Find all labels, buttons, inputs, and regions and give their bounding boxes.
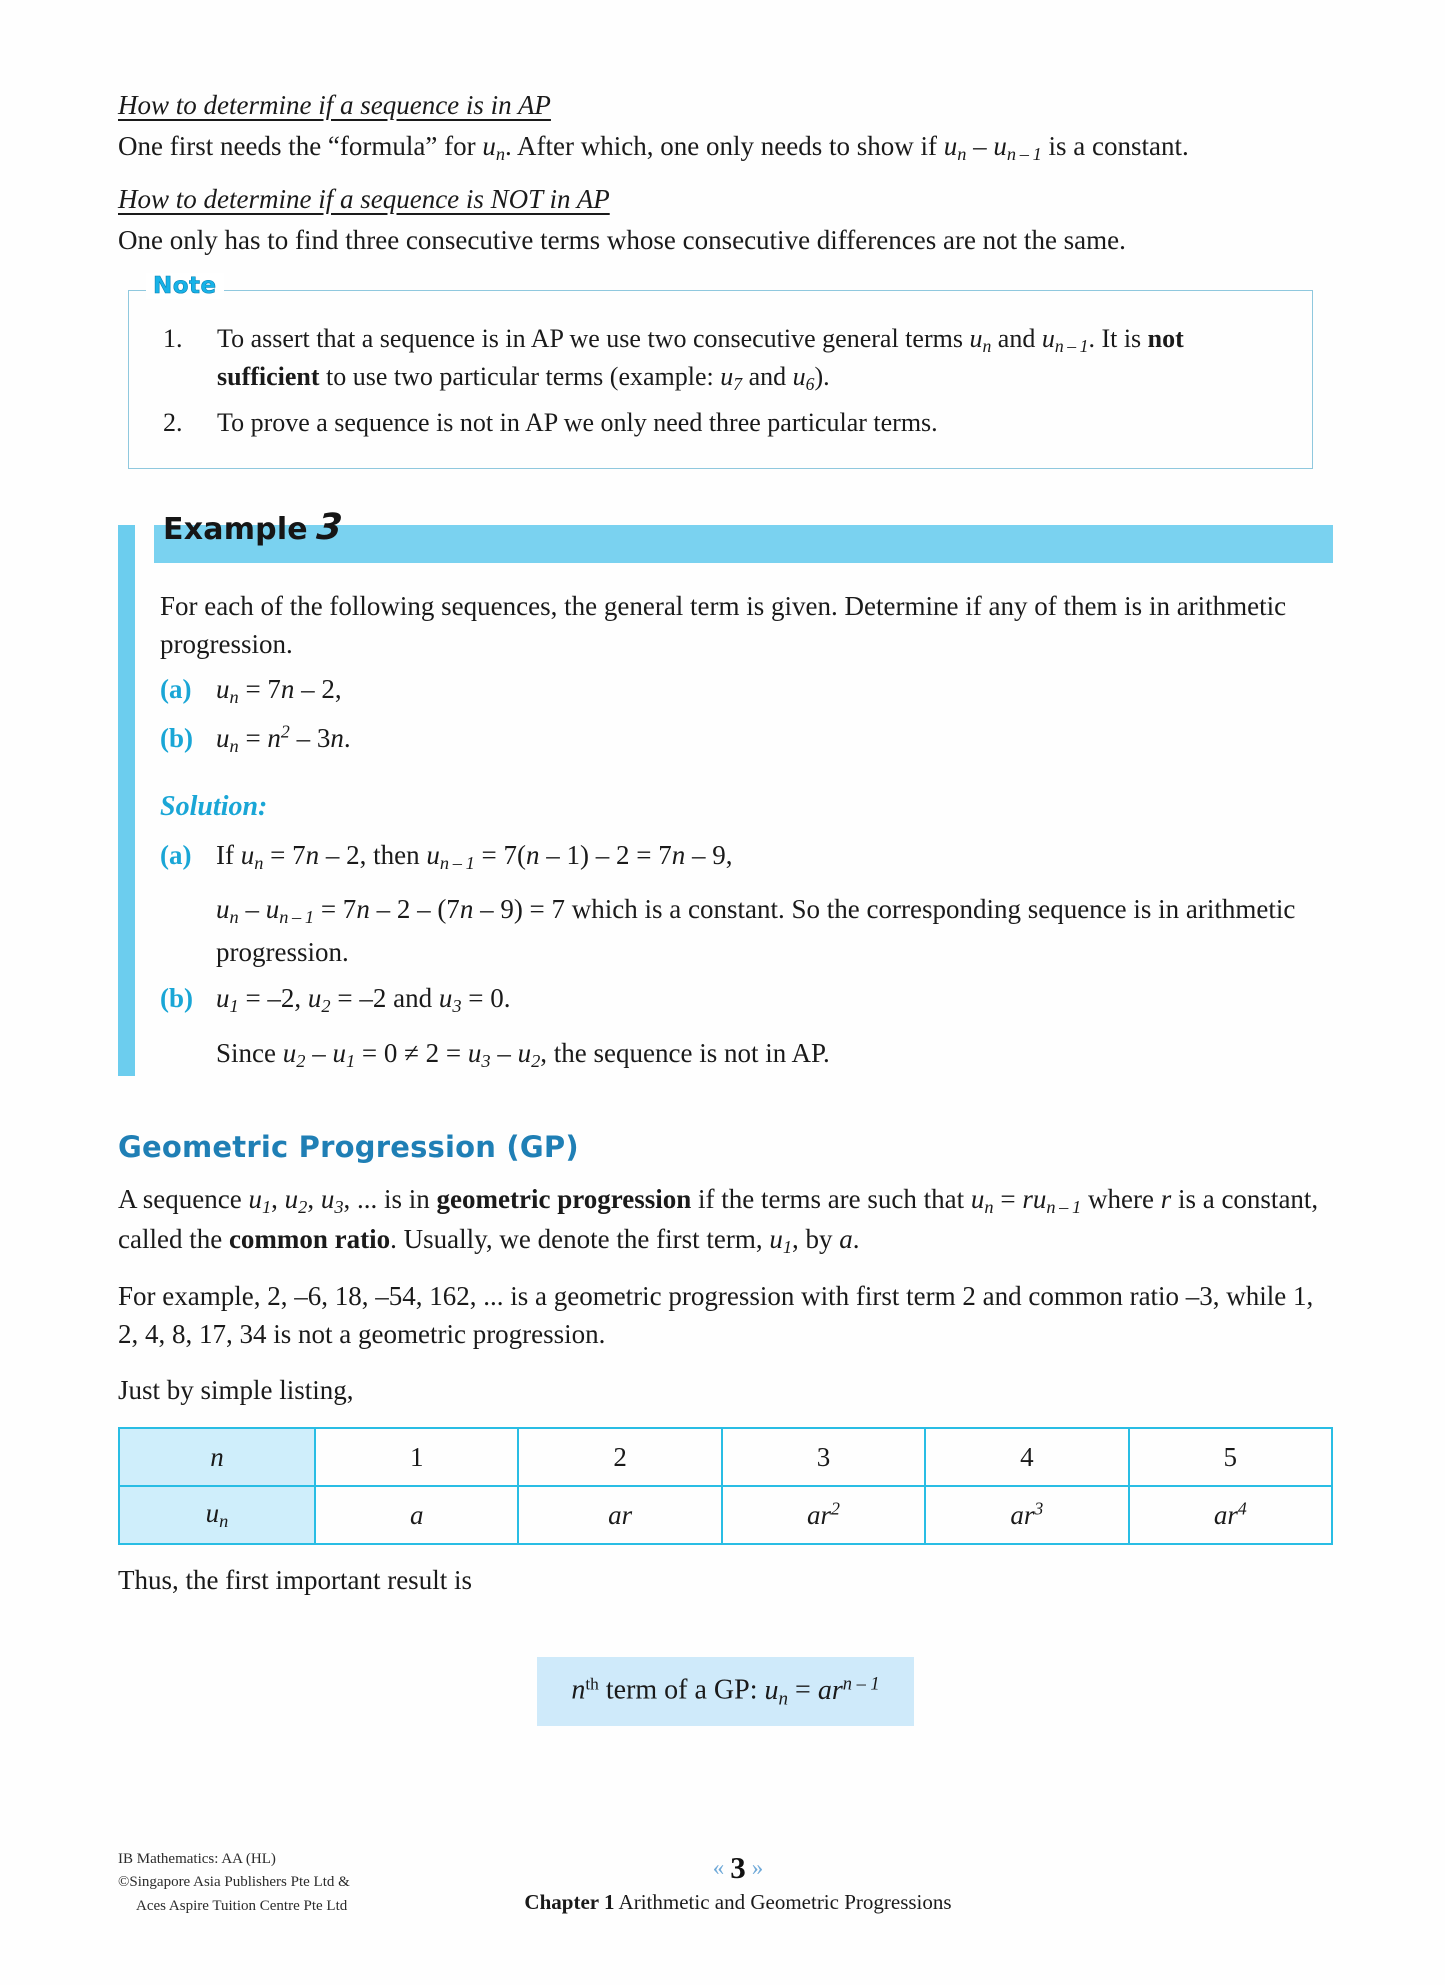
example-side-rail bbox=[118, 525, 135, 1076]
paragraph-ap-determine bbox=[118, 127, 1333, 167]
text-fragment: ar bbox=[817, 1675, 843, 1707]
table-head-n bbox=[119, 1428, 315, 1486]
text-fragment: is a constant. bbox=[1041, 131, 1189, 161]
page-number-row bbox=[458, 1850, 1018, 1886]
footer-page-area bbox=[458, 1850, 1018, 1915]
text-fragment: . It is bbox=[1088, 323, 1148, 353]
example-title-label: Example bbox=[163, 511, 308, 547]
solution-line-b2: Since $u_2 - u_1 = 0 \ne 2 = u_3 - u_2$, the sequence is not in AP. bbox=[216, 1038, 830, 1072]
table-cell-value: 2 bbox=[613, 1441, 627, 1472]
table-cell bbox=[315, 1486, 518, 1544]
table-cell-value bbox=[608, 1500, 632, 1530]
table-head-n-label: n bbox=[210, 1441, 224, 1472]
gp-bold-phrase: geometric progression bbox=[436, 1183, 692, 1214]
page-number: 3 bbox=[730, 1850, 746, 1885]
heading-ap-determine: How to determine if a sequence is in AP bbox=[118, 90, 551, 120]
solution-label-b: (b) bbox=[160, 983, 193, 1014]
table-head-un-label bbox=[205, 1498, 229, 1532]
text-fragment: th bbox=[585, 1675, 599, 1695]
table-row-un bbox=[119, 1486, 1332, 1544]
example-part-a bbox=[160, 669, 1333, 712]
solution-label: Solution: bbox=[160, 790, 268, 822]
page-content bbox=[118, 90, 1333, 1726]
table-cell-value: 1 bbox=[409, 1441, 424, 1472]
text-fragment: , ... is in bbox=[343, 1183, 437, 1214]
footer-chapter-line bbox=[458, 1890, 1018, 1915]
text-fragment: n bbox=[219, 1511, 229, 1532]
text-fragment: u bbox=[205, 1498, 220, 1529]
footer-line-1: IB Mathematics: AA (HL) bbox=[118, 1851, 276, 1867]
formula-rhs bbox=[818, 1675, 880, 1706]
table-row-n bbox=[119, 1428, 1332, 1486]
solution-part-b bbox=[160, 978, 1333, 1075]
example-prompt: For each of the following sequences, the general term is given. Determine if any of them is in arithmetic progression. bbox=[160, 590, 1287, 659]
part-label-a: (a) bbox=[160, 674, 192, 705]
footer-chapter-title: Arithmetic and Geometric Progressions bbox=[618, 1890, 952, 1914]
gp-paragraph-1: A sequence $u_1$, $u_2$, $u_3$, ... is in geometric progression if the terms are such that $u_n = ru_{n - 1}$ where r is a constant, called the common ratio. Usually, we denote the first term, $u_1$, by a. bbox=[118, 1183, 1319, 1258]
text-fragment: Since bbox=[216, 1038, 283, 1069]
solution-line-b1: $u_1 = -2$, $u_2 = -2$ and $u_3 = 0$. bbox=[216, 983, 511, 1017]
table-cell bbox=[315, 1428, 518, 1486]
text-fragment: a bbox=[409, 1500, 424, 1531]
note-bold-phrase: not sufficient bbox=[217, 323, 1184, 391]
text-fragment: . Usually, we denote the first term, bbox=[390, 1223, 770, 1254]
text-fragment: , then bbox=[359, 839, 427, 870]
text-fragment: n bbox=[571, 1675, 586, 1707]
solution-body-a bbox=[216, 835, 1333, 973]
math-u7: $u_7$ bbox=[720, 361, 743, 394]
solution-line-a2: $u_n - u_{n - 1} = 7n - 2 - (7n - 9) = 7$ which is a constant. So the corresponding sequence is in arithmetic progression. bbox=[216, 894, 1296, 967]
solution-body-b bbox=[216, 978, 1333, 1075]
table-cell bbox=[925, 1486, 1128, 1544]
part-label-b: (b) bbox=[160, 722, 193, 753]
text-fragment: ar bbox=[608, 1500, 633, 1531]
text-fragment: and bbox=[991, 323, 1042, 353]
text-fragment: n bbox=[778, 1688, 789, 1710]
math-u6: $u_6$ bbox=[792, 361, 815, 394]
text-fragment: which is a constant. So the corresponding sequence is in arithmetic progression. bbox=[216, 894, 1296, 967]
table-head-un bbox=[119, 1486, 315, 1544]
guillemet-left-icon: « bbox=[712, 1855, 725, 1880]
part-formula-a: $u_n = 7n - 2$, bbox=[216, 674, 342, 708]
table-cell-value: 4 bbox=[1020, 1441, 1034, 1472]
solution-line-a1: If $u_n = 7n - 2$, then $u_{n - 1} = 7(n - 1) - 2 = 7n - 9$, bbox=[216, 839, 733, 873]
text-fragment: If bbox=[216, 839, 241, 870]
example-title bbox=[163, 506, 345, 548]
text-fragment: To assert that a sequence is in AP we use two consecutive general terms bbox=[217, 323, 970, 353]
table-cell bbox=[1129, 1428, 1332, 1486]
table-cell-value bbox=[1010, 1500, 1043, 1530]
example-block bbox=[118, 506, 1333, 1076]
text-fragment: ar bbox=[1010, 1500, 1035, 1531]
table-cell-value: 3 bbox=[816, 1441, 831, 1472]
note-item-number: 1. bbox=[163, 323, 183, 353]
text-fragment: . bbox=[852, 1223, 860, 1254]
text-fragment: 4 bbox=[1237, 1498, 1247, 1519]
heading-geometric-progression: Geometric Progression (GP) bbox=[118, 1129, 579, 1164]
note-box-wrapper bbox=[128, 272, 1313, 469]
text-fragment: if the terms are such that bbox=[691, 1183, 971, 1214]
example-header-bar bbox=[154, 506, 1333, 563]
text-fragment: n – 1 bbox=[842, 1673, 880, 1694]
table-cell bbox=[518, 1428, 721, 1486]
example-number: 3 bbox=[314, 506, 345, 548]
text-fragment: 3 bbox=[1034, 1498, 1044, 1519]
text-fragment: u bbox=[764, 1675, 779, 1707]
text-fragment: term of a GP: bbox=[598, 1675, 765, 1707]
example-part-b bbox=[160, 718, 1333, 761]
note-item bbox=[155, 321, 1286, 397]
text-fragment: A sequence bbox=[118, 1183, 249, 1214]
text-fragment: , the sequence is not in AP. bbox=[540, 1038, 830, 1069]
solution-part-a bbox=[160, 835, 1333, 973]
note-box bbox=[128, 290, 1313, 469]
text-fragment: One first needs the “formula” for bbox=[118, 131, 483, 161]
table-cell bbox=[722, 1486, 925, 1544]
text-fragment: to use two particular terms (example: bbox=[319, 361, 721, 391]
part-formula-b: $u_n = n^2 - 3n$. bbox=[216, 721, 351, 756]
text-fragment: . After which, one only needs to show if bbox=[505, 131, 944, 161]
math-un: $u_n$ bbox=[482, 131, 506, 165]
heading-ap-not-determine: How to determine if a sequence is NOT in AP bbox=[118, 184, 610, 215]
text-fragment: , by bbox=[792, 1223, 840, 1254]
table-cell bbox=[1129, 1486, 1332, 1544]
table-cell-value: 5 bbox=[1223, 1441, 1238, 1472]
page-footer bbox=[118, 1848, 1333, 1958]
text-fragment: ar bbox=[807, 1500, 832, 1531]
table-cell bbox=[925, 1428, 1128, 1486]
note-item-number: 2. bbox=[163, 407, 183, 437]
gp-paragraph-2: For example, 2, –6, 18, –54, 162, ... is a geometric progression with first term 2 and common ratio –3, while 1, 2, 4, 8, 17, 34 is not a geometric progression. bbox=[118, 1281, 1314, 1350]
note-tag-label: Note bbox=[146, 273, 224, 299]
text-fragment: and bbox=[742, 361, 793, 391]
paragraph-ap-not-determine: One only has to find three consecutive terms whose consecutive differences are not the same. bbox=[118, 225, 1126, 256]
text-fragment: is a constant, called the bbox=[118, 1183, 1319, 1254]
text-fragment: ar bbox=[1213, 1500, 1238, 1531]
footer-chapter-number: Chapter 1 bbox=[524, 1890, 615, 1914]
table-cell bbox=[518, 1486, 721, 1544]
text-fragment: = bbox=[788, 1675, 818, 1707]
note-item-text bbox=[217, 321, 1286, 397]
gp-paragraph-3: Just by simple listing, bbox=[118, 1374, 354, 1405]
solution-label-a: (a) bbox=[160, 839, 192, 870]
gp-terms-table bbox=[118, 1427, 1333, 1545]
gp-paragraph-4: Thus, the first important result is bbox=[118, 1565, 472, 1596]
formula-wrapper bbox=[118, 1629, 1333, 1726]
text-fragment: ). bbox=[814, 361, 830, 391]
table-cell-value bbox=[807, 1500, 840, 1530]
example-body bbox=[156, 563, 1333, 1076]
text-fragment: 2 bbox=[831, 1498, 840, 1519]
footer-line-2: ©Singapore Asia Publishers Pte Ltd & bbox=[118, 1874, 350, 1891]
table-cell-value bbox=[1214, 1500, 1247, 1530]
guillemet-right-icon: » bbox=[751, 1855, 764, 1880]
footer-line-3: Aces Aspire Tuition Centre Pte Ltd bbox=[136, 1897, 348, 1914]
gp-bold-phrase-2: common ratio bbox=[228, 1223, 391, 1254]
gp-nth-term-formula-box bbox=[537, 1657, 913, 1726]
note-item bbox=[155, 405, 1286, 442]
formula-lhs bbox=[764, 1675, 789, 1710]
text-fragment: where bbox=[1081, 1183, 1161, 1214]
table-cell-value bbox=[410, 1500, 424, 1530]
note-item-text: To prove a sequence is not in AP we only need three particular terms. bbox=[217, 407, 938, 437]
footer-publisher-info bbox=[118, 1848, 350, 1918]
math-un-minus-un1: $u_n - u_{n - 1}$ bbox=[943, 131, 1042, 165]
math-un: $u_n$ bbox=[969, 323, 992, 356]
table-cell bbox=[722, 1428, 925, 1486]
math-un-1: $u_{n - 1}$ bbox=[1041, 323, 1089, 356]
note-list bbox=[155, 321, 1286, 442]
